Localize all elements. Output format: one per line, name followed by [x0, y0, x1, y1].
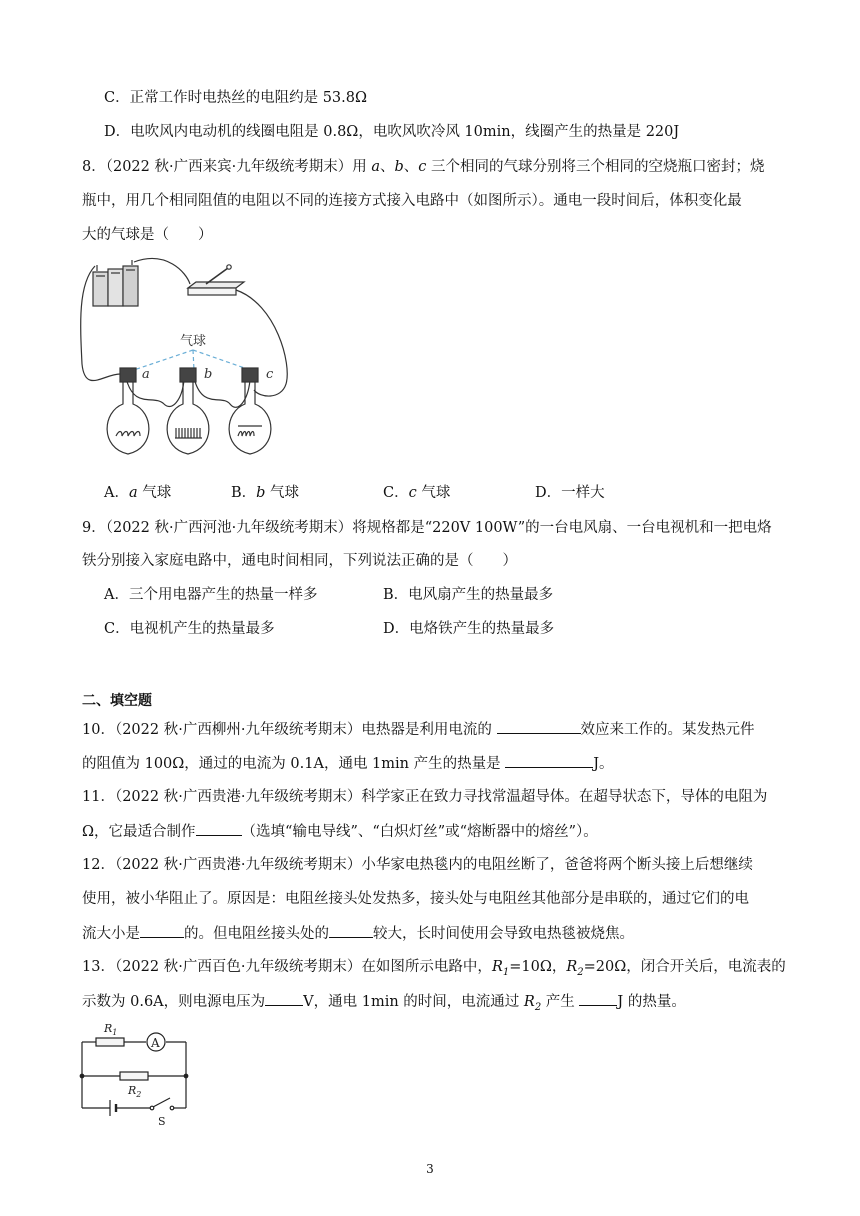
q13-blank-2 [579, 991, 617, 1006]
q9-stem-line1: 9．（2022 秋·广西河池·九年级统考期末）将规格都是“220V 100W”的一台电风扇、一台电视机和一把电烙 [82, 520, 772, 536]
switch-label: S [158, 1115, 166, 1128]
q8-stem-line3: 大的气球是（ ） [82, 227, 213, 243]
balloon-label: 气球 [180, 334, 207, 349]
q12-line1: 12．（2022 秋·广西贵港·九年级统考期末）小华家电热毯内的电阻丝断了，爸爸将两个断头接上后想继续 [82, 857, 753, 873]
flask-label-a: a [142, 367, 150, 382]
ammeter-label: A [151, 1036, 160, 1050]
q9-option-b: B．电风扇产生的热量最多 [383, 587, 554, 603]
r1-label: $R_1$ [104, 1022, 118, 1037]
q12-blank-2 [329, 923, 373, 938]
resistor-r2 [120, 1072, 148, 1080]
knife-switch-icon [188, 265, 244, 295]
q13-circuit-figure [76, 1018, 196, 1128]
q8-option-a: A．a 气球 [104, 485, 172, 501]
flask-label-b: b [204, 367, 213, 382]
q13-line1: 13．（2022 秋·广西百色·九年级统考期末）在如图所示电路中，$R_1=10\Omega$，$R_2=20\Omega$，闭合开关后，电流表的 [82, 959, 786, 978]
q9-stem-line2: 铁分别接入家庭电路中，通电时间相同，下列说法正确的是（ ） [82, 553, 517, 569]
flask-c [229, 368, 271, 454]
q10-blank-2 [505, 753, 593, 768]
q12-line2: 使用，被小华阻止了。原因是：电阻丝接头处发热多，接头处与电阻丝其他部分是串联的，通过它们的电 [82, 891, 749, 907]
q11-line1: 11．（2022 秋·广西贵港·九年级统考期末）科学家正在致力寻找常温超导体。在超导状态下，导体的电阻为 [82, 789, 768, 805]
q8-option-c: C．c 气球 [383, 485, 451, 501]
q11-blank [196, 821, 242, 836]
battery-icon [93, 260, 138, 306]
resistor-r1 [96, 1038, 124, 1046]
q10-blank-1 [497, 719, 581, 734]
q8-stem-line1: 8．（2022 秋·广西来宾·九年级统考期末）用 a、b、c 三个相同的气球分别将三个相同的空烧瓶口密封；烧 [82, 159, 765, 175]
q12-line3: 流大小是 的。但电阻丝接头处的 较大，长时间使用会导致电热毯被烧焦。 [82, 923, 634, 944]
q8-option-d: D．一样大 [535, 485, 605, 501]
q7-option-c: C．正常工作时电热丝的电阻约是 53.8Ω [104, 90, 368, 106]
q13-line2: 示数为 0.6A，则电源电压为 V，通电 1min 的时间，电流通过 $R_2$ 产生 J 的热量。 [82, 991, 686, 1018]
r2-label: $R_2$ [128, 1084, 142, 1099]
q8-stem-line2: 瓶中，用几个相同阻值的电阻以不同的连接方式接入电路中（如图所示）。通电一段时间后，体积变化最 [82, 193, 742, 209]
q9-option-c: C．电视机产生的热量最多 [104, 621, 275, 637]
flask-label-c: c [266, 367, 274, 382]
q13-blank-1 [265, 991, 303, 1006]
page-number: 3 [426, 1162, 434, 1176]
q9-option-d: D．电烙铁产生的热量最多 [383, 621, 555, 637]
flask-b [167, 368, 209, 454]
switch-lever [153, 1098, 170, 1107]
q7-option-d: D．电吹风内电动机的线圈电阻是 0.8Ω，电吹风吹冷风 10min，线圈产生的热量是 220J [104, 124, 680, 140]
q8-option-b: B．b 气球 [231, 485, 300, 501]
q11-line2: Ω，它最适合制作 （选填“输电导线”、“白炽灯丝”或“熔断器中的熔丝”）。 [82, 821, 598, 842]
q8-circuit-figure [76, 254, 298, 470]
q12-blank-1 [140, 923, 184, 938]
q9-option-a: A．三个用电器产生的热量一样多 [104, 587, 318, 603]
section-title: 二、填空题 [82, 693, 152, 709]
q10-line2: 的阻值为 100Ω，通过的电流为 0.1A，通电 1min 产生的热量是 J。 [82, 753, 614, 774]
q10-line1: 10．（2022 秋·广西柳州·九年级统考期末）电热器是利用电流的 效应来工作的。某发热元件 [82, 719, 755, 740]
